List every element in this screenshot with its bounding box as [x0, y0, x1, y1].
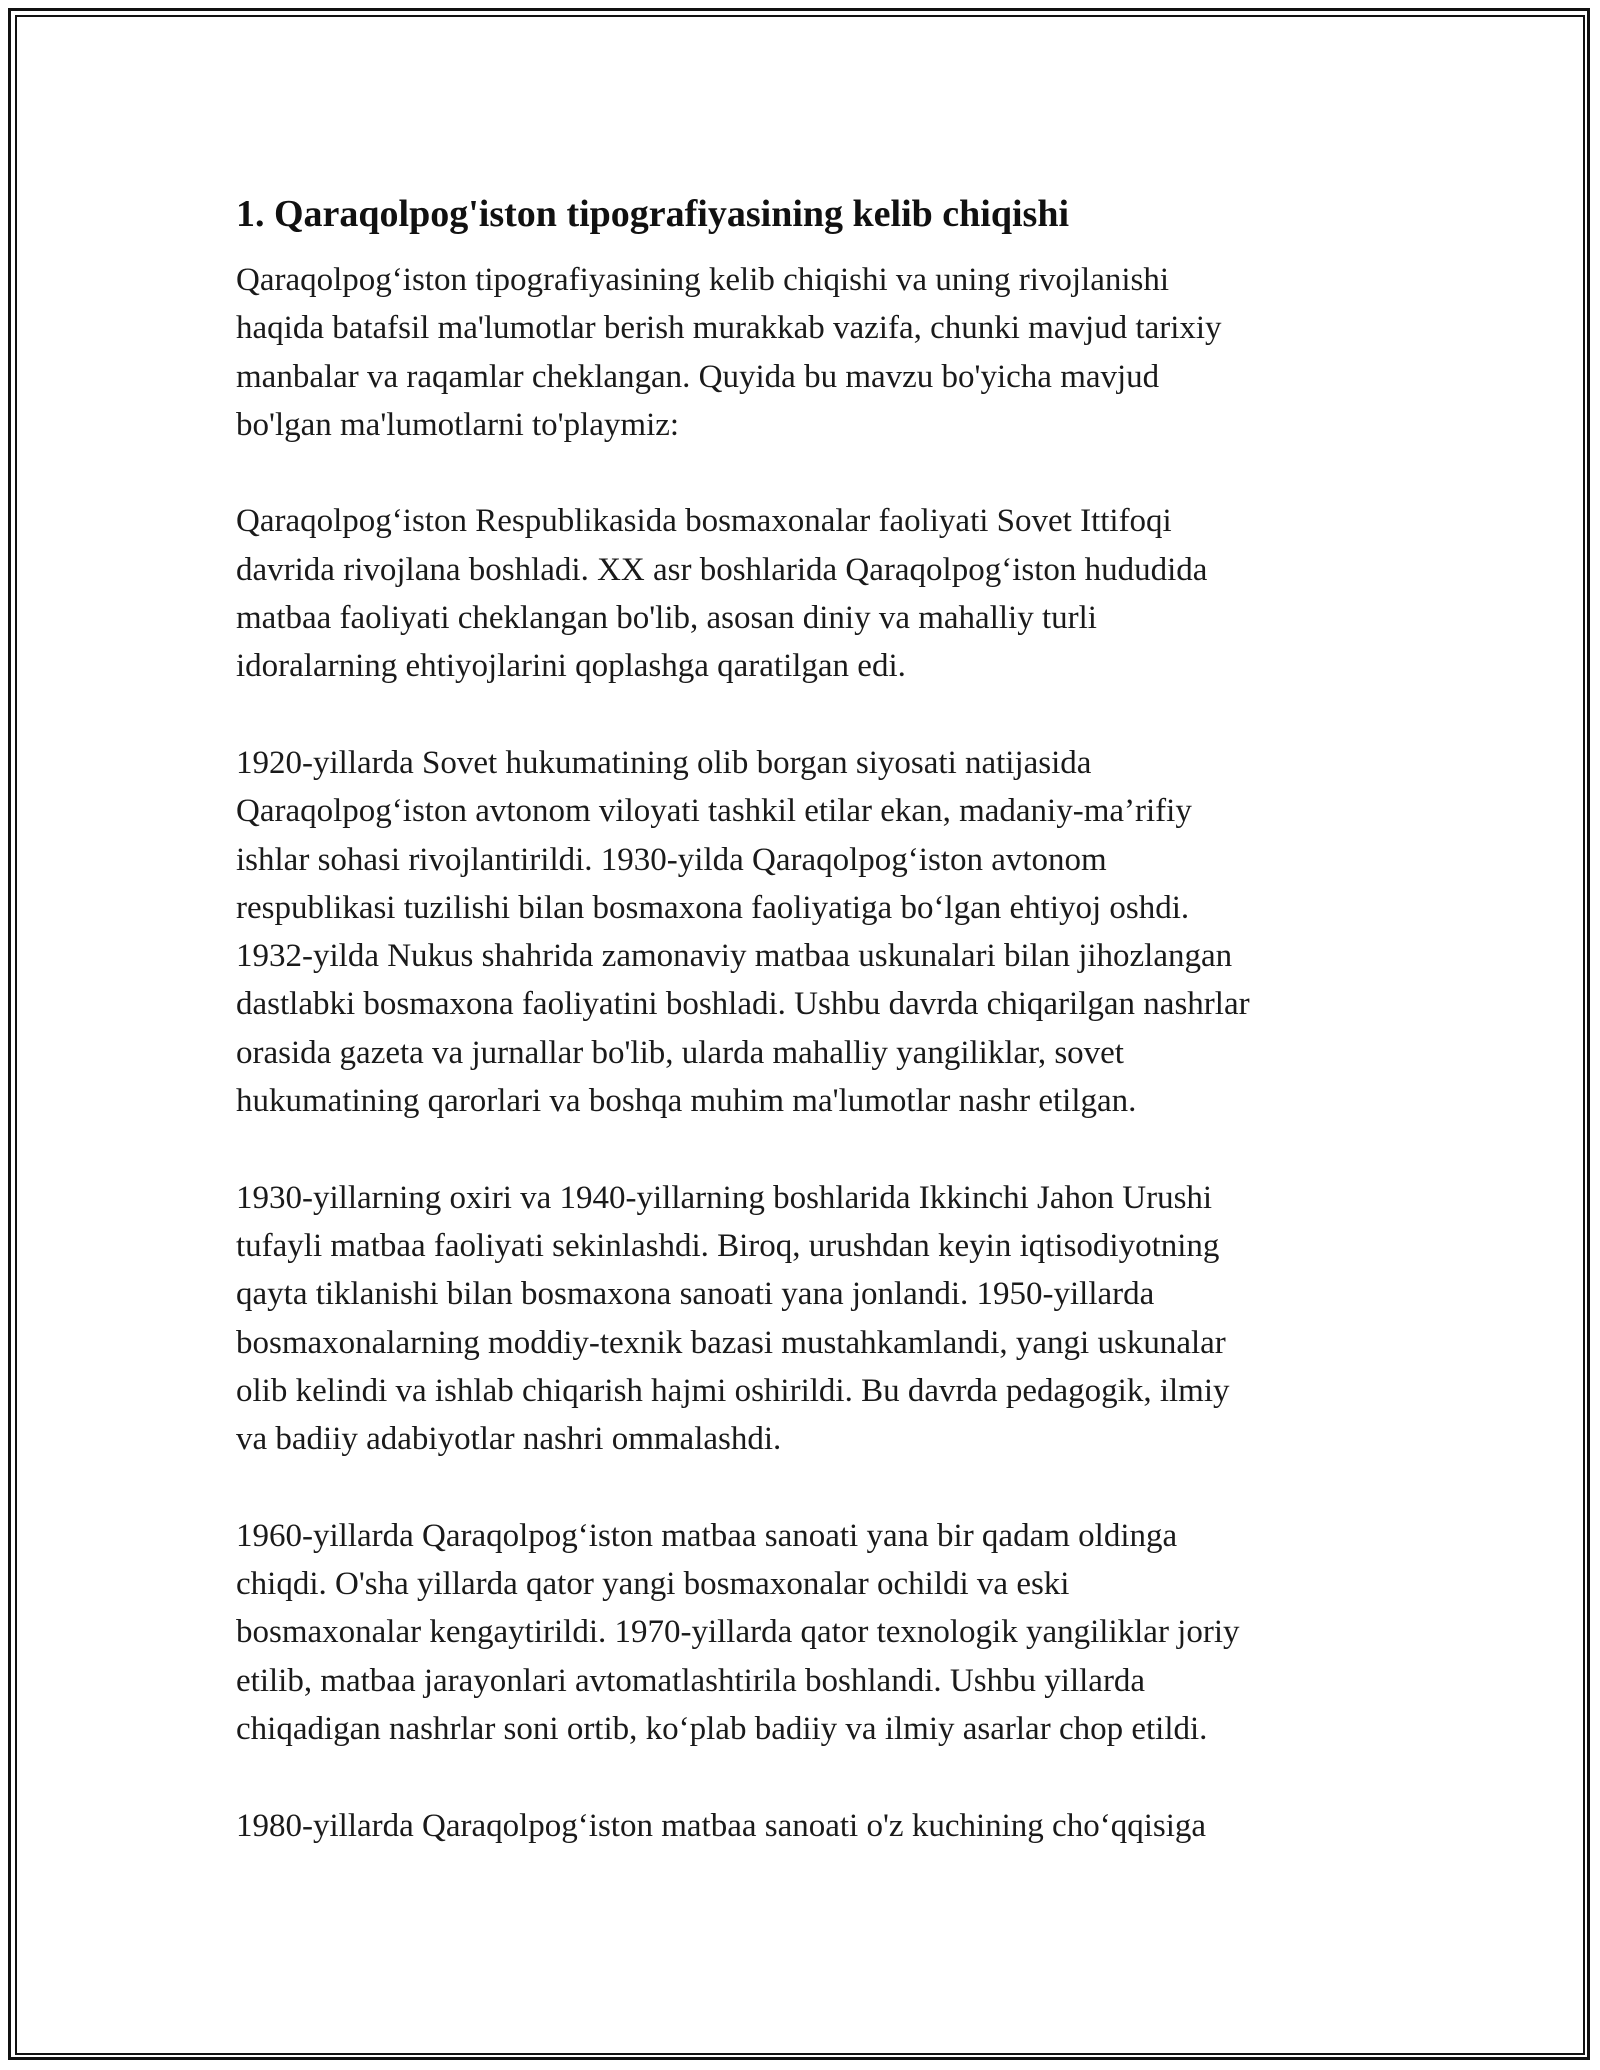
text-line: Qaraqolpog‘iston avtonom viloyati tashkil etilar ekan, madaniy-ma’rifiy [236, 793, 1192, 830]
text-line: hukumatining qarorlari va boshqa muhim ma'lumotlar nashr etilgan. [236, 1083, 1137, 1120]
text-line: davrida rivojlana boshladi. XX asr boshlarida Qaraqolpog‘iston hududida [236, 551, 1208, 588]
text-line: 1932-yilda Nukus shahrida zamonaviy matbaa uskunalari bilan jihozlangan [236, 938, 1233, 975]
text-line: qayta tiklanishi bilan bosmaxona sanoati yana jonlandi. 1950-yillarda [236, 1276, 1155, 1313]
text-line: bosmaxonalarning moddiy-texnik bazasi mustahkamlandi, yangi uskunalar [236, 1324, 1226, 1361]
document-body [236, 186, 1386, 1898]
paragraph-1980s [236, 1802, 1386, 1850]
text-line: 1980-yillarda Qaraqolpog‘iston matbaa sanoati o'z kuchining cho‘qqisiga [236, 1807, 1207, 1844]
section-heading: 1. Qaraqolpog'iston tipografiyasining kelib chiqishi [236, 193, 1070, 235]
paragraph-soviet-era [236, 497, 1386, 690]
text-line: bosmaxonalar kengaytirildi. 1970-yillarda qator texnologik yangiliklar joriy [236, 1614, 1240, 1651]
paragraph-1920s [236, 739, 1386, 1125]
text-line: Qaraqolpog‘iston tipografiyasining kelib chiqishi va uning rivojlanishi [236, 262, 1170, 298]
text-line: 1920-yillarda Sovet hukumatining olib borgan siyosati natijasida [236, 744, 1092, 781]
paragraph-1960s-1970s [236, 1512, 1386, 1753]
text-line: haqida batafsil ma'lumotlar berish murakkab vazifa, chunki mavjud tarixiy [236, 310, 1222, 347]
text-line: olib kelindi va ishlab chiqarish hajmi oshirildi. Bu davrda pedagogik, ilmiy [236, 1372, 1230, 1409]
text-line: respublikasi tuzilishi bilan bosmaxona faoliyatiga bo‘lgan ehtiyoj oshdi. [236, 889, 1190, 926]
text-line: chiqdi. O'sha yillarda qator yangi bosmaxonalar ochildi va eski [236, 1566, 1070, 1603]
text-line: etilib, matbaa jarayonlari avtomatlashtirila boshlandi. Ushbu yillarda [236, 1662, 1146, 1699]
text-line: chiqadigan nashrlar soni ortib, ko‘plab badiiy va ilmiy asarlar chop etildi. [236, 1710, 1208, 1747]
text-line: orasida gazeta va jurnallar bo'lib, ularda mahalliy yangiliklar, sovet [236, 1034, 1124, 1071]
paragraph-intro [236, 256, 1386, 449]
paragraph-1930s-1950s [236, 1174, 1386, 1464]
text-line: bo'lgan ma'lumotlarni to'playmiz: [236, 406, 680, 443]
text-line: idoralarning ehtiyojlarini qoplashga qaratilgan edi. [236, 648, 906, 685]
text-line: va badiiy adabiyotlar nashri ommalashdi. [236, 1421, 782, 1458]
text-line: 1930-yillarning oxiri va 1940-yillarning boshlarida Ikkinchi Jahon Urushi [236, 1179, 1213, 1216]
text-line: matbaa faoliyati cheklangan bo'lib, asosan diniy va mahalliy turli [236, 600, 1097, 637]
text-line: dastlabki bosmaxona faoliyatini boshladi. Ushbu davrda chiqarilgan nashrlar [236, 986, 1250, 1023]
text-line: ishlar sohasi rivojlantirildi. 1930-yilda Qaraqolpog‘iston avtonom [236, 841, 1107, 878]
text-line: tufayli matbaa faoliyati sekinlashdi. Biroq, urushdan keyin iqtisodiyotning [236, 1227, 1220, 1264]
text-line: 1960-yillarda Qaraqolpog‘iston matbaa sanoati yana bir qadam oldinga [236, 1517, 1178, 1554]
text-line: Qaraqolpog‘iston Respublikasida bosmaxonalar faoliyati Sovet Ittifoqi [236, 503, 1172, 540]
text-line: manbalar va raqamlar cheklangan. Quyida bu mavzu bo'yicha mavjud [236, 358, 1160, 395]
